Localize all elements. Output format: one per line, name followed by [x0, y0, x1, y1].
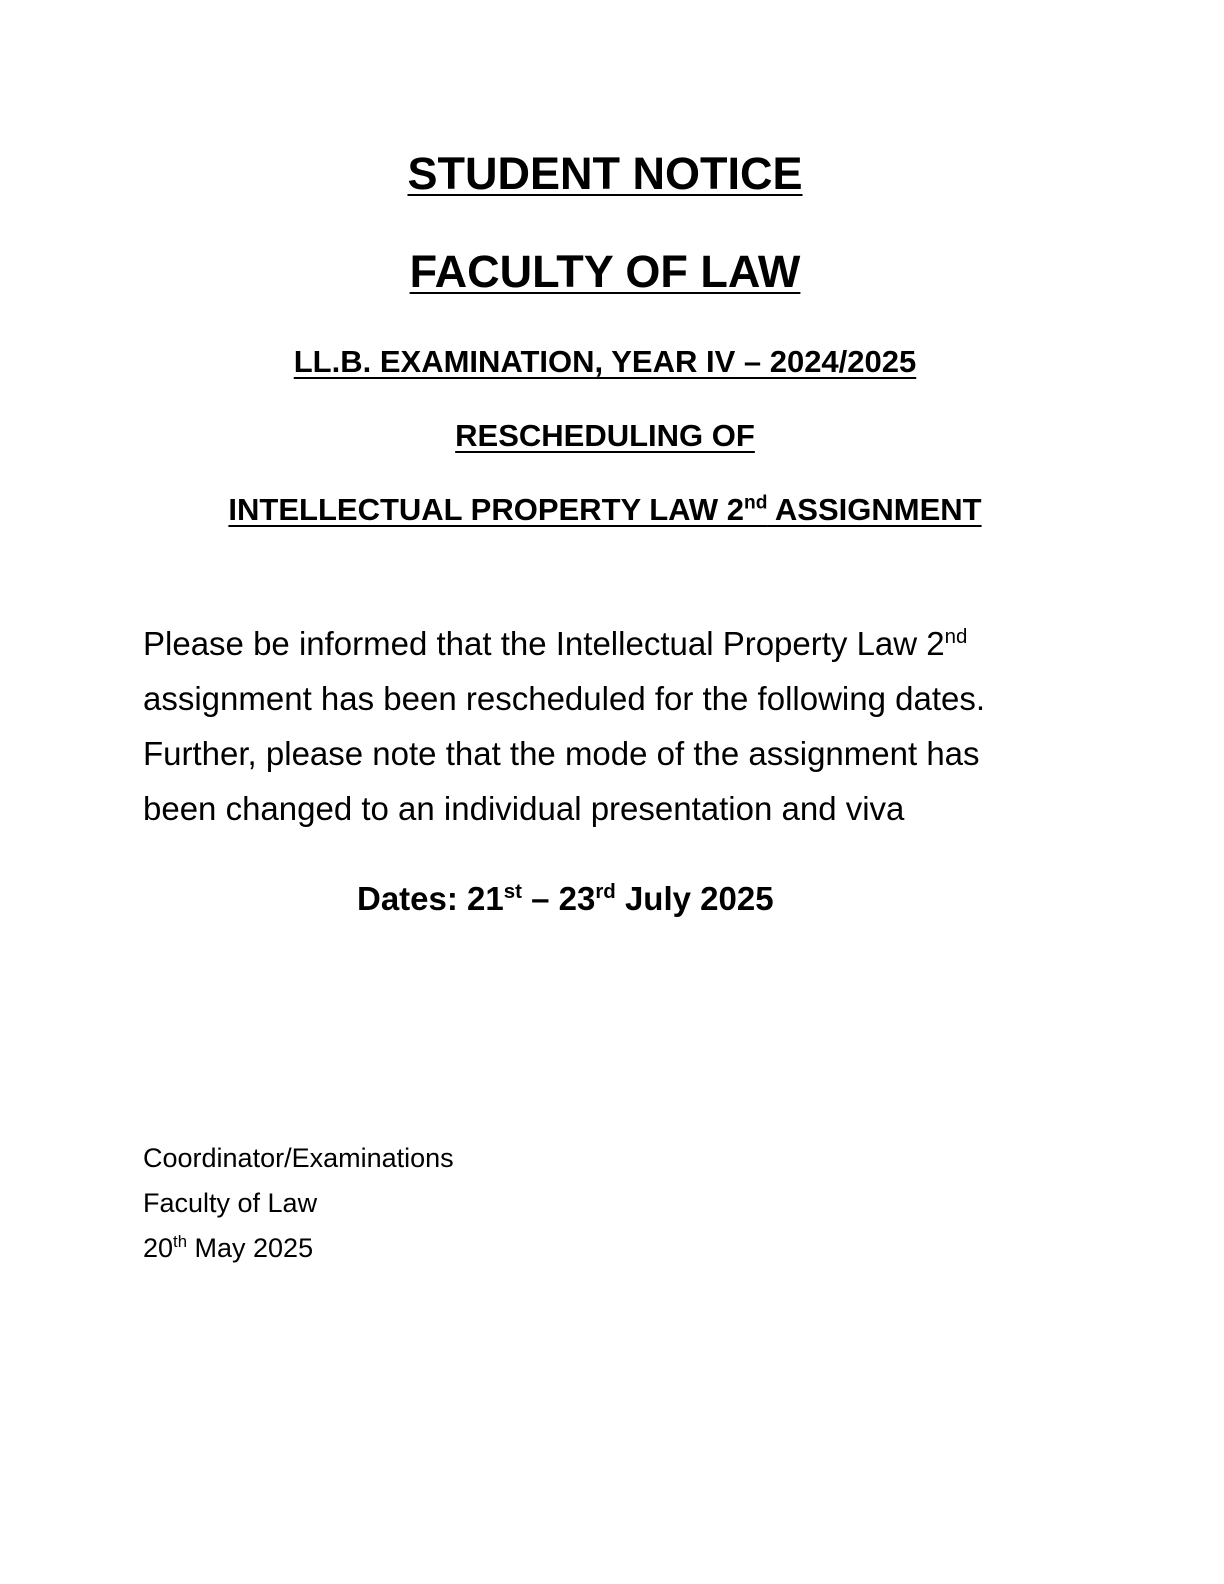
body-line-1-text: Please be informed that the Intellectual Property Law 2 [143, 625, 945, 662]
body-line-2 [143, 671, 1083, 726]
body-line-1-ordinal: nd [944, 625, 968, 648]
notice-title: STUDENT NOTICE [407, 148, 803, 199]
body-line-2-text: assignment has been rescheduled for the following dates. [143, 680, 986, 717]
dates-suffix: July 2025 [615, 880, 774, 917]
signature-date-rest: May 2025 [187, 1233, 314, 1263]
subject-heading [0, 492, 1210, 528]
subject-heading-ordinal: nd [743, 492, 768, 514]
body-line-4 [143, 781, 1083, 836]
signature-department: Faculty of Law [143, 1188, 318, 1218]
body-line-1 [143, 616, 1083, 671]
signature-date-ordinal: th [173, 1232, 188, 1251]
assignment-dates [357, 880, 774, 918]
body-line-4-text: been changed to an individual presentation and viva [143, 790, 905, 827]
signature-date [143, 1226, 454, 1271]
dates-ordinal-2: rd [595, 880, 616, 903]
signature-role: Coordinator/Examinations [143, 1143, 454, 1173]
subject-heading-text: INTELLECTUAL PROPERTY LAW 2 [228, 492, 744, 527]
notice-body [143, 616, 1083, 836]
signature-block [143, 1136, 454, 1271]
exam-heading: LL.B. EXAMINATION, YEAR IV – 2024/2025 [293, 344, 917, 379]
dates-middle: – 23 [521, 880, 596, 917]
dates-prefix: Dates: 21 [357, 880, 504, 917]
body-line-3 [143, 726, 1083, 781]
body-line-3-text: Further, please note that the mode of the assignment has [143, 735, 980, 772]
signature-date-day: 20 [143, 1233, 174, 1263]
subject-heading-suffix: ASSIGNMENT [767, 492, 982, 527]
rescheduling-heading: RESCHEDULING OF [455, 418, 755, 453]
faculty-title: FACULTY OF LAW [409, 246, 801, 297]
dates-ordinal-1: st [503, 880, 522, 903]
